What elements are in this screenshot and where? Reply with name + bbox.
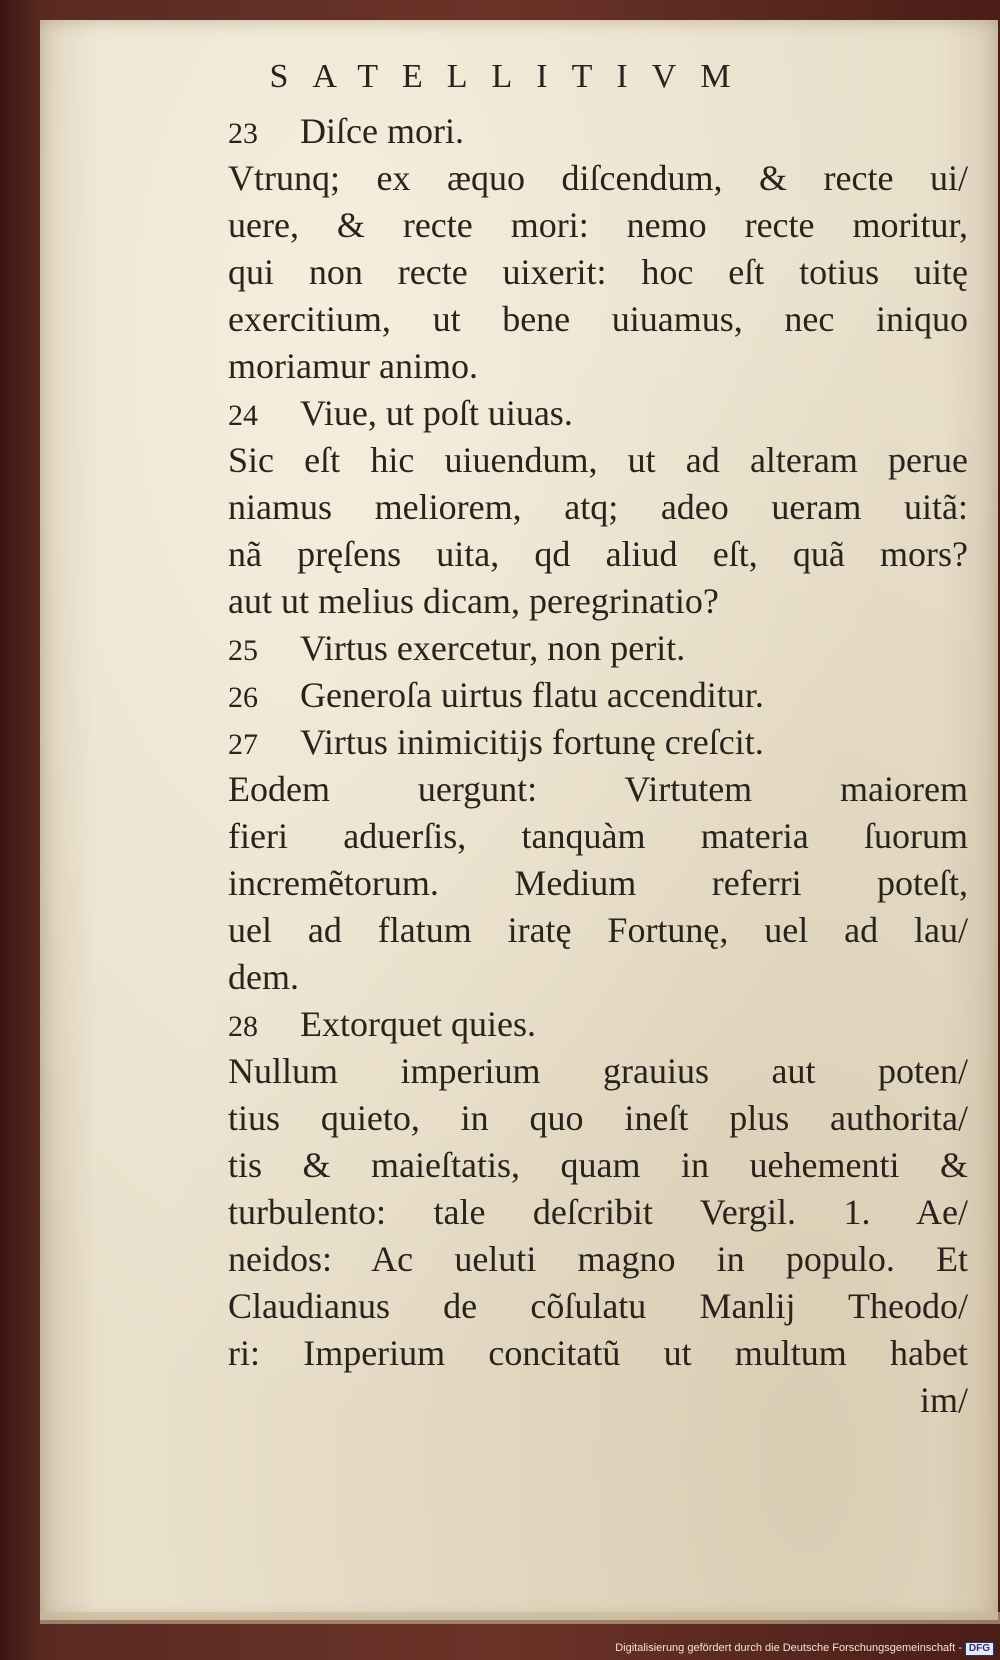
entry-heading-text: Virtus exercetur, non perit. (300, 628, 686, 668)
entry-heading (228, 108, 968, 155)
commentary-line: ri: Imperium concitatũ ut multum habet (228, 1333, 968, 1373)
commentary-line: moriamur animo. (228, 346, 478, 386)
commentary-line: fieri aduerſis, tanquàm materia ſuorum (228, 816, 968, 856)
text-block (228, 108, 968, 1424)
entry-heading (228, 672, 968, 719)
commentary-line: Claudianus de cõſulatu Manlij Theodo/ (228, 1286, 968, 1326)
entry-heading (228, 625, 968, 672)
entry-number: 26 (228, 681, 258, 714)
commentary-line: incremẽtorum. Medium referri poteſt, (228, 863, 968, 903)
commentary-line: Nullum imperium grauius aut poten/ (228, 1051, 968, 1091)
footer-text: Digitalisierung gefördert durch die Deutsche Forschungsgemeinschaft - (615, 1642, 962, 1654)
entry-heading (228, 390, 968, 437)
entry-heading-text: Virtus inimicitijs fortunę creſcit. (300, 722, 764, 762)
page-edge (40, 1612, 1000, 1624)
commentary-line: nã pręſens uita, qd aliud eſt, quã mors? (228, 534, 968, 574)
dfg-logo-icon: DFG (965, 1642, 994, 1656)
entry-number: 28 (228, 1010, 258, 1043)
entry-heading-text: Generoſa uirtus flatu accenditur. (300, 675, 764, 715)
entry-number: 25 (228, 634, 258, 667)
entry-heading-text: Extorquet quies. (300, 1004, 536, 1044)
commentary-line: tis & maieſtatis, quam in uehementi & (228, 1145, 968, 1185)
commentary-line: Vtrunq; ex æquo diſcendum, & recte ui/ (228, 158, 968, 198)
entry-heading-text: Diſce mori. (300, 111, 464, 151)
catchword: im/ (919, 1380, 968, 1420)
commentary-line: aut ut melius dicam, peregrinatio? (228, 581, 719, 621)
commentary-line: niamus meliorem, atq; adeo ueram uitã: (228, 487, 968, 527)
commentary-line: dem. (228, 957, 299, 997)
footer (615, 1642, 994, 1656)
entry-number: 23 (228, 117, 258, 150)
commentary-line: qui non recte uixerit: hoc eſt totius uitę (228, 252, 968, 292)
running-head: SATELLITIVM (269, 58, 755, 95)
commentary-line: uere, & recte mori: nemo recte moritur, (228, 205, 968, 245)
commentary-line: Sic eſt hic uiuendum, ut ad alteram perue (228, 440, 968, 480)
commentary-line: uel ad flatum iratę Fortunę, uel ad lau/ (228, 910, 968, 950)
commentary-line: turbulento: tale deſcribit Vergil. 1. Ae/ (228, 1192, 968, 1232)
entry-heading (228, 1001, 968, 1048)
commentary-line: exercitium, ut bene uiuamus, nec iniquo (228, 299, 968, 339)
commentary-line: tius quieto, in quo ineſt plus authorita/ (228, 1098, 968, 1138)
entry-heading (228, 719, 968, 766)
entry-heading-text: Viue, ut poſt uiuas. (300, 393, 573, 433)
entry-number: 27 (228, 728, 258, 761)
commentary-line: neidos: Ac ueluti magno in populo. Et (228, 1239, 968, 1279)
commentary-line: Eodem uergunt: Virtutem maiorem (228, 769, 968, 809)
entry-number: 24 (228, 399, 258, 432)
